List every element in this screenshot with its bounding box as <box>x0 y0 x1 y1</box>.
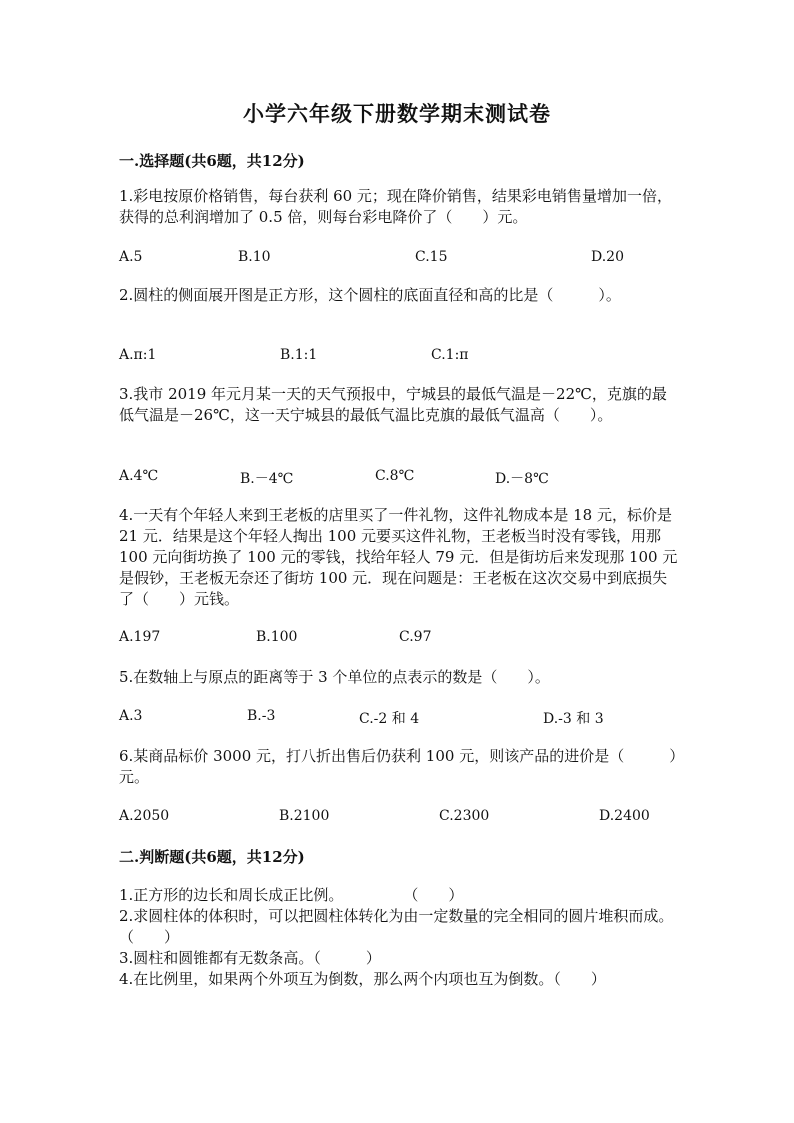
section-heading-choice: 一.选择题(共6题，共12分) <box>119 152 305 170</box>
question-4-options <box>119 629 679 649</box>
option-a: A.π:1 <box>119 347 157 363</box>
option-a: A.2050 <box>119 808 170 824</box>
question-2-options <box>119 347 679 367</box>
option-b: B.－4℃ <box>240 471 294 487</box>
option-b: B.1:1 <box>280 347 318 363</box>
question-4: 4.一天有个年轻人来到王老板的店里买了一件礼物，这件礼物成本是 18 元，标价是 21 元．结果是这个年轻人掏出 100 元要买这件礼物，王老板当时没有零钱，用那 100 元向街坊换了 100 元的零钱，找给年轻人 79 元．但是街坊后来发现那 100 元是假钞，王老板无奈还了街坊 100 元．现在问题是：王老板在这次交易中到底损失了（ ）元钱。 <box>119 506 678 608</box>
option-a: A.4℃ <box>119 468 159 484</box>
option-a: A.197 <box>119 629 161 645</box>
option-c: C.1:π <box>431 347 469 363</box>
question-5: 5.在数轴上与原点的距离等于 3 个单位的点表示的数是（ ）。 <box>119 668 550 686</box>
option-c: C.2300 <box>439 808 490 824</box>
page-title: 小学六年级下册数学期末测试卷 <box>243 101 551 126</box>
option-c: C.97 <box>399 629 432 645</box>
question-1: 1.彩电按原价格销售，每台获利 60 元；现在降价销售，结果彩电销售量增加一倍，获得的总利润增加了 0.5 倍，则每台彩电降价了（ ）元。 <box>119 187 672 226</box>
option-c: C.8℃ <box>375 468 415 484</box>
question-5-options <box>119 708 679 728</box>
question-6: 6.某商品标价 3000 元，打八折出售后仍获利 100 元，则该产品的进价是（ ）元。 <box>119 747 677 786</box>
option-c: C.-2 和 4 <box>359 711 420 727</box>
option-d: D.20 <box>591 249 624 265</box>
judgment-3: 3.圆柱和圆锥都有无数条高。（ ） <box>119 949 381 967</box>
option-d: D.2400 <box>599 808 650 824</box>
question-2: 2.圆柱的侧面展开图是正方形，这个圆柱的底面直径和高的比是（ ）。 <box>119 286 621 304</box>
question-3-options <box>119 468 679 488</box>
option-b: B.-3 <box>247 708 276 724</box>
option-b: B.100 <box>256 629 298 645</box>
judgment-1: 1.正方形的边长和周长成正比例。 （ ） <box>119 886 464 904</box>
option-a: A.5 <box>119 249 143 265</box>
judgment-2: 2.求圆柱体的体积时，可以把圆柱体转化为由一定数量的完全相同的圆片堆积而成。（ ） <box>119 907 674 946</box>
section-heading-judgment: 二.判断题(共6题，共12分) <box>119 848 305 866</box>
option-a: A.3 <box>119 708 143 724</box>
option-d: D.-3 和 3 <box>543 711 604 727</box>
question-1-options <box>119 249 679 269</box>
question-6-options <box>119 808 679 828</box>
option-b: B.2100 <box>279 808 330 824</box>
question-3: 3.我市 2019 年元月某一天的天气预报中，宁城县的最低气温是－22℃，克旗的最低气温是－26℃，这一天宁城县的最低气温比克旗的最低气温高（ ）。 <box>119 385 667 424</box>
option-b: B.10 <box>238 249 271 265</box>
option-c: C.15 <box>415 249 448 265</box>
judgment-4: 4.在比例里，如果两个外项互为倒数，那么两个内项也互为倒数。（ ） <box>119 970 606 988</box>
option-d: D.－8℃ <box>495 471 549 487</box>
